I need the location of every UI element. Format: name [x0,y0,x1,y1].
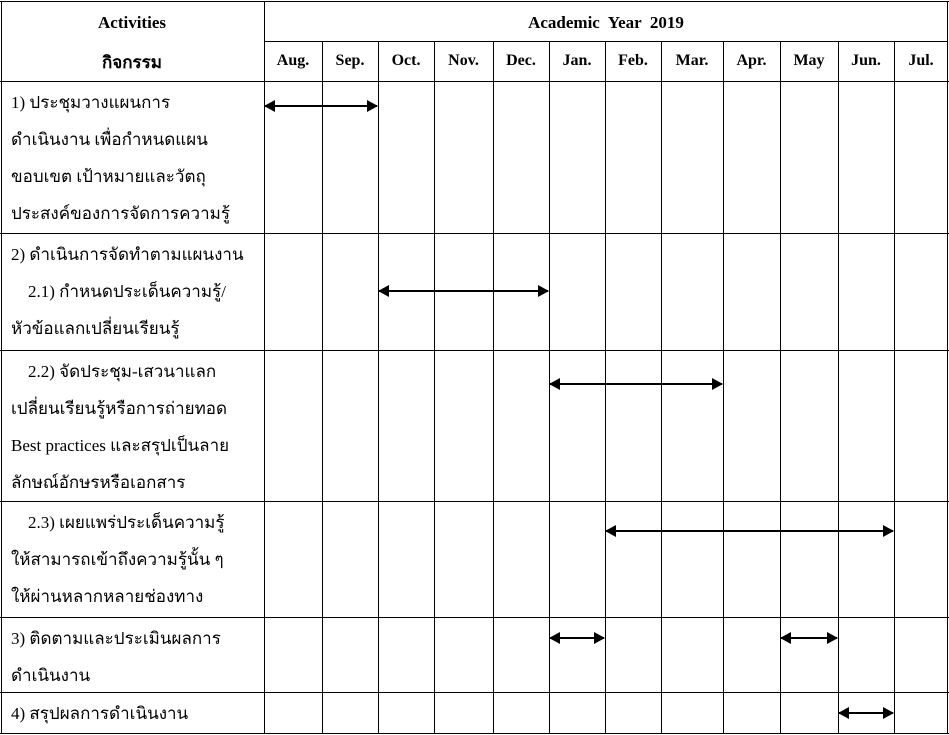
month-header: May [793,52,825,69]
month-header: Oct. [391,52,421,69]
month-header: Nov. [448,52,479,69]
grid-line [0,501,949,502]
activity-text-line: เปลี่ยนเรียนรู้หรือการถ่ายทอด [11,399,228,418]
activity-text-line: 4) สรุปผลการดำเนินงาน [11,704,189,723]
month-header: Mar. [675,52,709,69]
activity-text-line: ดำเนินงาน เพื่อกำหนดแผน [11,130,208,149]
grid-line [264,1,265,733]
grid-line [0,692,949,693]
activity-text-line: หัวข้อแลกเปลี่ยนเรียนรู้ [11,319,180,338]
month-header: Jun. [851,52,881,69]
activity-text-line: ขอบเขต เป้าหมายและวัตถุ [11,167,206,186]
grid-line [0,617,949,618]
grid-line [549,41,550,733]
grid-line [264,41,948,42]
timeline-arrow [265,105,377,107]
month-header: Jul. [908,52,934,69]
month-header: Feb. [618,52,648,69]
timeline-arrow [839,712,893,714]
grid-line [322,41,323,733]
timeline-arrow [606,530,893,532]
grid-line [378,41,379,733]
grid-line [0,350,949,351]
timeline-arrow [550,383,722,385]
grid-line [434,41,435,733]
grid-line [947,1,948,734]
grid-line [605,41,606,733]
month-header: Apr. [736,52,767,69]
grid-line [0,1,949,2]
grid-line [1,1,2,734]
month-header: Dec. [506,52,536,69]
grid-line [838,41,839,733]
activity-text-line: 2.3) เผยแพร่ประเด็นความรู้ [11,513,225,532]
month-header: Sep. [335,52,365,69]
month-header: Aug. [276,52,310,69]
activity-text-line: 3) ติดตามและประเมินผลการ [11,629,221,648]
activity-text-line: ให้ผ่านหลากหลายช่องทาง [11,587,204,606]
timeline-arrow [550,637,604,639]
grid-line [493,41,494,733]
activity-text-line: ประสงค์ของการจัดการความรู้ [11,204,230,223]
grid-line [0,81,949,82]
activity-text-line: 2.2) จัดประชุม-เสวนาแลก [11,362,217,381]
activities-header-th: กิจกรรม [101,53,162,72]
activity-text-line: Best practices และสรุปเป็นลาย [11,436,230,455]
activity-text-line: 2.1) กำหนดประเด็นความรู้/ [11,282,226,301]
grid-line [780,41,781,733]
activity-text-line: ดำเนินงาน [11,666,91,685]
timeline-arrow [379,290,548,292]
academic-year-title: Academic Year 2019 [528,13,684,32]
activity-text-line: ให้สามารถเข้าถึงความรู้นั้น ๆ [11,550,224,569]
timeline-arrow [781,637,837,639]
grid-line [0,233,949,234]
grid-line [723,41,724,733]
activity-text-line: ลักษณ์อักษรหรือเอกสาร [11,473,186,492]
month-header: Jan. [562,52,592,69]
activity-text-line: 1) ประชุมวางแผนการ [11,93,171,112]
activity-text-line: 2) ดำเนินการจัดทำตามแผนงาน [11,245,244,264]
grid-line [0,733,949,734]
grid-line [894,41,895,733]
activities-header-en: Activities [98,13,166,32]
grid-line [661,41,662,733]
